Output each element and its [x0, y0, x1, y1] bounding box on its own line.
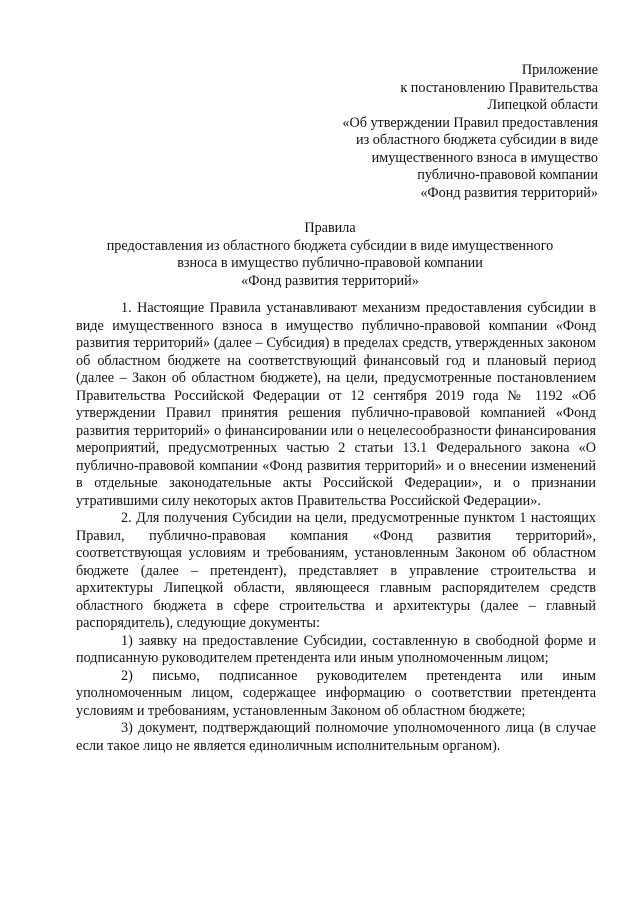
list-item-3: 3) документ, подтверждающий полномочие уполномоченного лица (в случае если такое лицо не является единоличным исполнительным органом). [76, 720, 596, 754]
appendix-line: «Фонд развития территорий» [420, 184, 598, 201]
appendix-line: из областного бюджета субсидии в виде [356, 132, 598, 148]
list-item-2: 2) письмо, подписанное руководителем претендента или иным уполномоченным лицом, содержащее информацию о соответствии претендента условиям и требованиям, установленным Законом об областном бюджете; [76, 667, 596, 719]
title-line: «Фонд развития территорий» [241, 272, 419, 289]
document-body [76, 300, 596, 755]
title-line: взноса в имущество публично-правовой компании [177, 255, 483, 271]
title-line: предоставления из областного бюджета субсидии в виде имущественного [106, 237, 554, 254]
paragraph-1: 1. Настоящие Правила устанавливают механизм предоставления субсидии в виде имущественного взноса в имущество публично-правовой компании «Фонд развития территорий» (далее – Субсидия) в пределах средств, утвержденных законом об областном бюджете на соответствующий финансовый год и плановый период (далее – Закон об областном бюджете), на цели, предусмотренные постановлением Правительства Российской Федерации от 12 сентября 2019 года № 1192 «Об утверждении Правил принятия решения публично-правовой компанией «Фонд развития территорий» о финансировании или о нецелесообразности финансирования мероприятий, предусмотренных частью 2 статьи 13.1 Федерального закона «О публично-правовой компании «Фонд развития территорий» и о внесении изменений в отдельные законодательные акты Российской Федерации», и о признании утратившими силу некоторых актов Правительства Российской Федерации». [76, 300, 596, 509]
appendix-line: к постановлению Правительства [400, 79, 598, 96]
list-item-1: 1) заявку на предоставление Субсидии, составленную в свободной форме и подписанную руководителем претендента или иным уполномоченным лицом; [76, 632, 596, 666]
document-title [60, 220, 600, 290]
appendix-header [278, 62, 598, 202]
appendix-line: имущественного взноса в имущество [371, 149, 598, 166]
appendix-line: Приложение [521, 62, 598, 78]
appendix-line: публично-правовой компании [417, 167, 598, 183]
title-heading: Правила [304, 220, 356, 236]
appendix-line: «Об утверждении Правил предоставления [342, 114, 598, 131]
appendix-line: Липецкой области [487, 97, 598, 113]
paragraph-2: 2. Для получения Субсидии на цели, предусмотренные пунктом 1 настоящих Правил, публично-правовая компания «Фонд развития территорий», соответствующая условиям и требованиям, установленным Законом об областном бюджете (далее – претендент), представляет в управление строительства и архитектуры Липецкой области, являющееся главным распорядителем средств областного бюджета в сфере строительства и архитектуры (далее – главный распорядитель), следующие документы: [76, 510, 596, 631]
